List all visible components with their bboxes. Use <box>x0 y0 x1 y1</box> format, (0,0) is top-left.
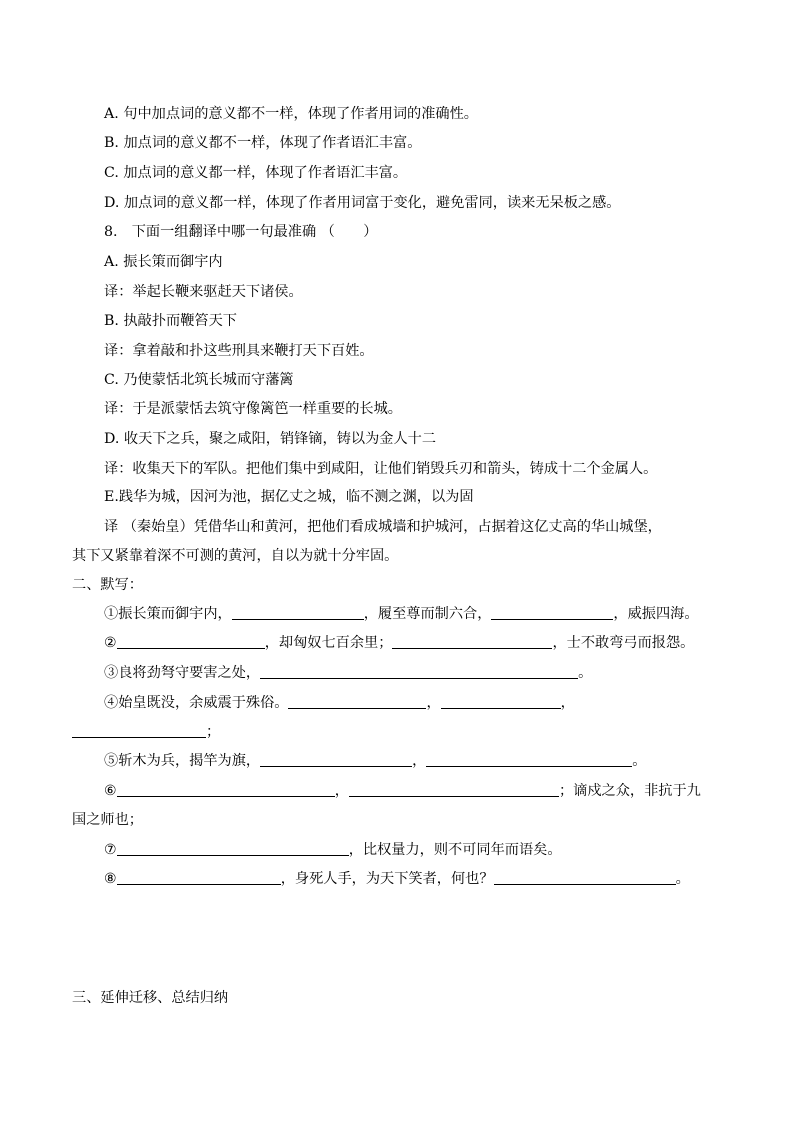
q8-a-translation: 译：举起长鞭来驱赶天下诸侯。 <box>104 284 303 300</box>
recitation-item-7 <box>104 840 562 860</box>
q8-b-translation: 译：拿着敲和扑这些刑具来鞭打天下百姓。 <box>104 343 374 359</box>
item8-text-c: 。 <box>675 871 690 887</box>
blank-2a[interactable] <box>117 634 265 649</box>
q7-option-c: C. 加点词的意义都一样，体现了作者语汇丰富。 <box>104 165 408 181</box>
q7-option-a: A. 句中加点词的意义都不一样，体现了作者用词的准确性。 <box>104 106 478 122</box>
blank-6b[interactable] <box>349 782 559 797</box>
q8-b-source: B. 执敲扑而鞭笞天下 <box>104 313 237 329</box>
section2-heading: 二、默写： <box>72 577 143 593</box>
item5-text-a: ⑤斩木为兵，揭竿为旗， <box>104 753 261 769</box>
q7-option-d: D. 加点词的意义都一样，体现了作者用词富于变化，避免雷同，读来无呆板之感。 <box>104 195 621 211</box>
section3-heading: 三、延伸迁移、总结归纳 <box>72 990 229 1006</box>
item7-text-a: ⑦ <box>104 842 117 858</box>
item1-text-c: ，威振四海。 <box>613 606 699 622</box>
blank-4b[interactable] <box>441 694 561 709</box>
q8-c-translation: 译：于是派蒙恬去筑守像篱笆一样重要的长城。 <box>104 401 402 417</box>
recitation-item-3 <box>104 663 592 683</box>
recitation-item-4-cont <box>72 722 220 742</box>
item4-text-c: ， <box>560 695 575 711</box>
item5-text-c: 。 <box>632 753 647 769</box>
item3-text-b: 。 <box>578 665 593 681</box>
recitation-item-6 <box>104 781 701 801</box>
q8-e-translation-line2: 其下又紧靠着深不可测的黄河，自以为就十分牢固。 <box>72 548 399 564</box>
blank-5a[interactable] <box>260 752 412 767</box>
recitation-item-2 <box>104 633 694 653</box>
blank-7a[interactable] <box>117 841 349 856</box>
q8-e-translation-line1: 译 （秦始皇）凭借华山和黄河，把他们看成城墙和护城河，占据着这亿丈高的华山城堡， <box>104 519 662 535</box>
blank-8b[interactable] <box>494 870 676 885</box>
item3-text-a: ③良将劲弩守要害之处， <box>104 665 261 681</box>
blank-2b[interactable] <box>392 634 552 649</box>
blank-8a[interactable] <box>117 870 281 885</box>
item4-text-d: ； <box>206 724 221 740</box>
blank-1a[interactable] <box>232 605 364 620</box>
q7-option-b: B. 加点词的意义都不一样，体现了作者语汇丰富。 <box>104 135 422 151</box>
item4-text-b: ， <box>426 695 441 711</box>
blank-4c[interactable] <box>72 723 206 738</box>
item6-text-c: ；谪戍之众，非抗于九 <box>558 783 701 799</box>
q8-e-source: E.践华为城，因河为池，据亿丈之城，临不测之渊，以为固 <box>104 489 474 505</box>
q8-c-source: C. 乃使蒙恬北筑长城而守藩篱 <box>104 372 294 388</box>
recitation-item-8 <box>104 869 690 889</box>
blank-6a[interactable] <box>117 782 335 797</box>
blank-1b[interactable] <box>491 605 613 620</box>
q8-a-source: A. 振长策而御宇内 <box>104 254 223 270</box>
blank-4a[interactable] <box>288 694 426 709</box>
item1-text-a: ①振长策而御宇内， <box>104 606 232 622</box>
q8-d-source: D. 收天下之兵，聚之咸阳，销锋镝，铸以为金人十二 <box>104 431 437 447</box>
item6-text-d: 国之师也； <box>72 812 143 828</box>
recitation-item-1 <box>104 604 699 624</box>
item6-text-a: ⑥ <box>104 783 117 799</box>
q8-d-translation: 译：收集天下的军队。把他们集中到咸阳，让他们销毁兵刃和箭头，铸成十二个金属人。 <box>104 461 658 477</box>
item2-text-b: ，却匈奴七百余里； <box>264 635 393 651</box>
recitation-item-4 <box>104 693 575 713</box>
item2-text-c: ，士不敢弯弓而报怨。 <box>552 635 695 651</box>
q8-question: 8. 下面一组翻译中哪一句最准确 （ ） <box>104 224 378 240</box>
item8-text-b: ，身死人手，为天下笑者，何也？ <box>280 871 494 887</box>
recitation-item-5 <box>104 751 646 771</box>
item8-text-a: ⑧ <box>104 871 117 887</box>
item4-text-a: ④始皇既没，余威震于殊俗。 <box>104 695 289 711</box>
blank-5b[interactable] <box>426 752 632 767</box>
item2-text-a: ② <box>104 635 117 651</box>
item6-text-b: ， <box>334 783 349 799</box>
item5-text-b: ， <box>412 753 427 769</box>
item1-text-b: ，履至尊而制六合， <box>363 606 492 622</box>
item7-text-b: ，比权量力，则不可同年而语矣。 <box>348 842 562 858</box>
blank-3a[interactable] <box>260 664 578 679</box>
